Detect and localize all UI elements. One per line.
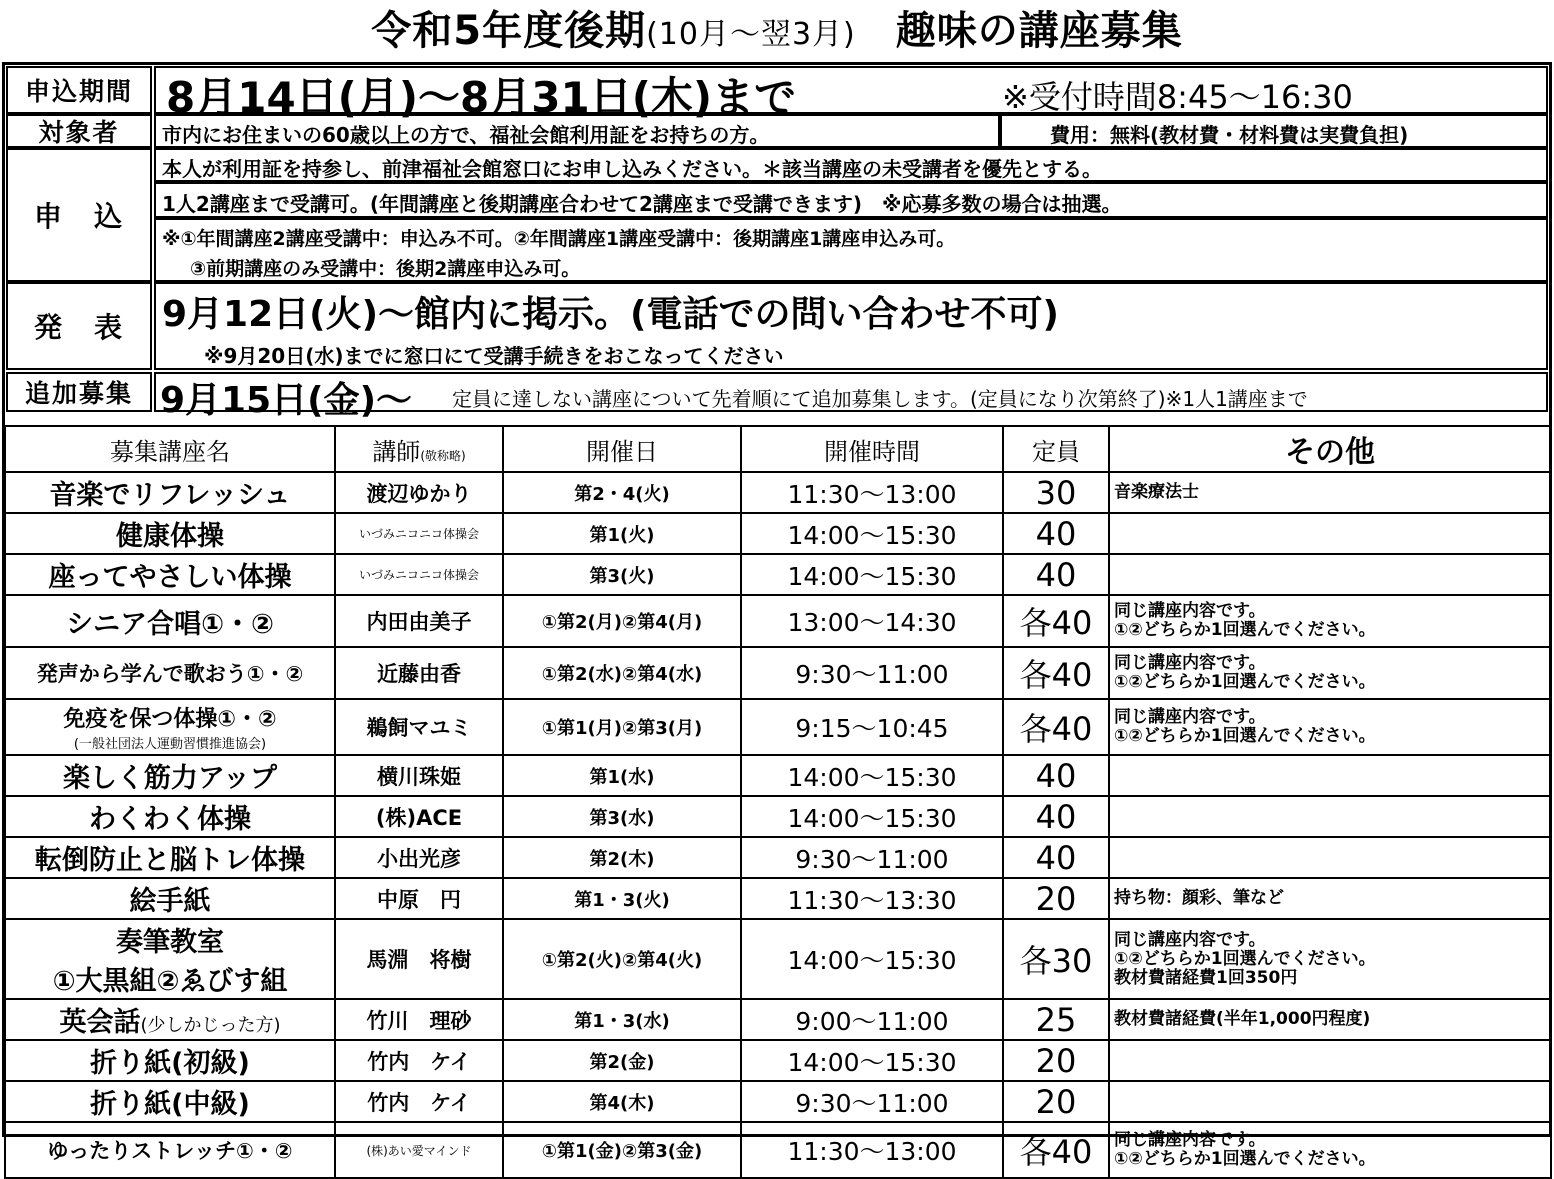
course-name: 健康体操 — [116, 521, 224, 552]
announce-note: ※9月20日(水)までに窓口にて受講手続きをおこなってください — [204, 344, 784, 368]
apply-line2-cell — [154, 182, 1548, 218]
table-row — [5, 796, 1551, 837]
apply-line2: 1人2講座まで受講可。(年間講座と後期講座合わせて2講座まで受講できます) ※応募多数の場合は抽選。 — [162, 192, 1122, 216]
course-name-sub: ①大黒組②ゑびす組 — [52, 966, 288, 997]
course-day: 第2(木) — [503, 837, 741, 878]
table-row — [5, 837, 1551, 878]
extra-date: 9月15日(金)～ — [160, 380, 413, 421]
course-note-line: ①②どちらか1回選んでください。 — [1114, 1149, 1376, 1169]
course-time: 9:00～11:00 — [741, 999, 1003, 1040]
course-day: 第2(金) — [503, 1040, 741, 1081]
reception-hours: ※受付時間8:45～16:30 — [1002, 78, 1353, 116]
page-title — [0, 0, 1554, 62]
table-row — [5, 513, 1551, 554]
apply-label: 申 込 — [6, 148, 152, 282]
course-name-cell — [5, 647, 335, 699]
course-notes — [1109, 513, 1551, 554]
course-name: 折り紙(中級) — [90, 1089, 250, 1120]
course-notes — [1109, 999, 1551, 1040]
course-time: 9:15～10:45 — [741, 699, 1003, 755]
course-name-cell — [5, 1081, 335, 1122]
course-time: 14:00～15:30 — [741, 796, 1003, 837]
header-day: 開催日 — [503, 426, 741, 472]
course-name: 楽しく筋力アップ — [62, 763, 278, 794]
course-name: シニア合唱①・② — [66, 608, 274, 640]
table-row — [5, 595, 1551, 647]
course-capacity: 30 — [1003, 472, 1109, 513]
course-note-line: 同じ講座内容です。 — [1114, 601, 1266, 621]
course-capacity: 各30 — [1003, 919, 1109, 999]
table-row — [5, 1122, 1551, 1178]
target-value: 市内にお住まいの60歳以上の方で、福祉会館利用証をお持ちの方。 — [162, 123, 770, 147]
target-label: 対象者 — [6, 114, 152, 148]
course-time: 14:00～15:30 — [741, 554, 1003, 595]
target-cell — [154, 114, 1000, 148]
course-capacity: 40 — [1003, 755, 1109, 796]
course-notes — [1109, 1081, 1551, 1122]
apply-line1-cell — [154, 148, 1548, 182]
course-time: 14:00～15:30 — [741, 755, 1003, 796]
course-name: 発声から学んで歌おう①・② — [36, 662, 304, 686]
course-note-line: ①②どちらか1回選んでください。 — [1114, 672, 1376, 692]
period-cell — [154, 66, 1548, 122]
apply-line3: ※①年間講座2講座受講中：申込み不可。②年間講座1講座受講中：後期講座1講座申込み可。 — [162, 228, 956, 250]
fee-value: 費用：無料(教材費・材料費は実費負担) — [1050, 123, 1409, 147]
course-day: 第4(木) — [503, 1081, 741, 1122]
course-capacity: 20 — [1003, 1040, 1109, 1081]
table-row — [5, 1040, 1551, 1081]
course-notes — [1109, 595, 1551, 647]
course-name-cell — [5, 919, 335, 999]
course-notes — [1109, 1122, 1551, 1178]
table-row — [5, 647, 1551, 699]
course-capacity: 各40 — [1003, 699, 1109, 755]
course-name: 奏筆教室 — [116, 927, 224, 958]
course-day: ①第2(水)②第4(水) — [503, 647, 741, 699]
course-note-line: ①②どちらか1回選んでください。 — [1114, 948, 1376, 969]
course-name: 絵手紙 — [129, 886, 211, 917]
course-capacity: 40 — [1003, 554, 1109, 595]
course-note-line: 同じ講座内容です。 — [1114, 653, 1266, 673]
course-notes — [1109, 472, 1551, 513]
course-name: ゆったりストレッチ①・② — [47, 1139, 293, 1163]
table-row — [5, 1081, 1551, 1122]
course-name-cell — [5, 554, 335, 595]
header-instructor-label: 講師 — [372, 437, 421, 466]
course-capacity: 各40 — [1003, 595, 1109, 647]
course-capacity: 20 — [1003, 878, 1109, 919]
header-other: その他 — [1109, 426, 1551, 472]
course-day: 第3(水) — [503, 796, 741, 837]
course-table — [4, 425, 1552, 1179]
table-row — [5, 699, 1551, 755]
instructor: 馬淵 将樹 — [335, 919, 503, 999]
course-name: 免疫を保つ体操①・② — [63, 707, 277, 732]
course-notes — [1109, 647, 1551, 699]
fee-cell — [1000, 114, 1548, 148]
course-name-cell — [5, 999, 335, 1040]
course-note-line: 同じ講座内容です。 — [1114, 1130, 1266, 1150]
course-note-line: ①②どちらか1回選んでください。 — [1114, 726, 1376, 746]
course-day: 第2・4(火) — [503, 472, 741, 513]
course-note-line: 教材費諸経費(半年1,000円程度) — [1114, 1009, 1371, 1029]
instructor: 近藤由香 — [335, 647, 503, 699]
table-header-row — [5, 426, 1551, 472]
header-capacity: 定員 — [1003, 426, 1109, 472]
course-day: 第1(水) — [503, 755, 741, 796]
course-name-cell — [5, 472, 335, 513]
course-time: 9:30～11:00 — [741, 1081, 1003, 1122]
course-notes — [1109, 837, 1551, 878]
instructor: 横川珠姫 — [335, 755, 503, 796]
course-name-cell — [5, 796, 335, 837]
course-name: 転倒防止と脳トレ体操 — [35, 845, 305, 876]
header-time: 開催時間 — [741, 426, 1003, 472]
header-instructor-note: (敬称略) — [420, 448, 466, 463]
course-name-cell — [5, 699, 335, 755]
course-notes — [1109, 554, 1551, 595]
course-time: 11:30～13:00 — [741, 1122, 1003, 1178]
period-value: 8月14日(月)～8月31日(木)まで — [166, 73, 797, 122]
course-note-line: 持ち物：顔彩、筆など — [1114, 888, 1284, 908]
instructor: いづみニコニコ体操会 — [335, 554, 503, 595]
table-row — [5, 755, 1551, 796]
course-name: 英会話 — [59, 1007, 141, 1038]
course-notes — [1109, 699, 1551, 755]
course-time: 14:00～15:30 — [741, 513, 1003, 554]
extra-cell — [154, 372, 1548, 421]
course-name-tag: (少しかじった方) — [140, 1015, 281, 1036]
table-row — [5, 919, 1551, 999]
course-time: 14:00～15:30 — [741, 1040, 1003, 1081]
course-day: 第3(火) — [503, 554, 741, 595]
course-capacity: 25 — [1003, 999, 1109, 1040]
course-notes — [1109, 878, 1551, 919]
course-notes — [1109, 796, 1551, 837]
table-row — [5, 878, 1551, 919]
course-time: 9:30～11:00 — [741, 837, 1003, 878]
course-note-line: 同じ講座内容です。 — [1114, 707, 1266, 727]
instructor: (株)ACE — [335, 796, 503, 837]
course-name: 折り紙(初級) — [90, 1048, 250, 1079]
course-name-cell — [5, 513, 335, 554]
instructor: 内田由美子 — [335, 595, 503, 647]
course-note-line: 教材費諸経費1回350円 — [1114, 967, 1298, 988]
course-name-cell — [5, 1040, 335, 1081]
announce-value: 9月12日(火)～館内に掲示。(電話での問い合わせ不可) — [162, 294, 1059, 335]
course-name: わくわく体操 — [89, 804, 251, 835]
extra-text: 定員に達しない講座について先着順にて追加募集します。(定員になり次第終了)※1人1講座まで — [452, 387, 1308, 411]
course-day: ①第2(月)②第4(月) — [503, 595, 741, 647]
course-name-cell — [5, 755, 335, 796]
header-instructor — [335, 426, 503, 472]
course-note-line: 音楽療法士 — [1114, 482, 1199, 502]
course-notes — [1109, 755, 1551, 796]
instructor: (株)あい愛マインド — [335, 1122, 503, 1178]
course-time: 13:00～14:30 — [741, 595, 1003, 647]
course-notes — [1109, 919, 1551, 999]
course-name-sub: (一般社団法人運動習慣推進協会) — [73, 737, 267, 752]
course-name-cell — [5, 595, 335, 647]
course-capacity: 40 — [1003, 837, 1109, 878]
course-day: 第1(火) — [503, 513, 741, 554]
course-time: 11:30～13:00 — [741, 472, 1003, 513]
course-day: 第1・3(火) — [503, 878, 741, 919]
course-name: 音楽でリフレッシュ — [49, 480, 291, 511]
course-capacity: 20 — [1003, 1081, 1109, 1122]
title-period: (10月～翌3月) — [646, 17, 856, 52]
apply-line4: ③前期講座のみ受講中：後期2講座申込み可。 — [190, 258, 581, 280]
course-day: ①第1(金)②第3(金) — [503, 1122, 741, 1178]
course-capacity: 40 — [1003, 796, 1109, 837]
course-day: ①第1(月)②第3(月) — [503, 699, 741, 755]
instructor: 竹内 ケイ — [335, 1081, 503, 1122]
title-main: 令和5年度後期 — [371, 8, 647, 54]
course-day: 第1・3(水) — [503, 999, 741, 1040]
course-name-cell — [5, 878, 335, 919]
course-notes — [1109, 1040, 1551, 1081]
title-topic: 趣味の講座募集 — [895, 8, 1183, 54]
announce-label: 発 表 — [6, 282, 152, 370]
apply-line3-cell — [154, 218, 1548, 282]
course-capacity: 40 — [1003, 513, 1109, 554]
course-note-line: 同じ講座内容です。 — [1114, 929, 1266, 950]
course-time: 9:30～11:00 — [741, 647, 1003, 699]
course-day: ①第2(火)②第4(火) — [503, 919, 741, 999]
instructor: 竹内 ケイ — [335, 1040, 503, 1081]
course-capacity: 各40 — [1003, 1122, 1109, 1178]
course-name: 座ってやさしい体操 — [48, 562, 292, 593]
instructor: 小出光彦 — [335, 837, 503, 878]
course-note-line: ①②どちらか1回選んでください。 — [1114, 620, 1376, 640]
instructor: 渡辺ゆかり — [335, 472, 503, 513]
apply-line1: 本人が利用証を持参し、前津福祉会館窓口にお申し込みください。＊該当講座の未受講者を優先とする。 — [162, 157, 1102, 181]
instructor: 鵜飼マユミ — [335, 699, 503, 755]
header-name: 募集講座名 — [5, 426, 335, 472]
instructor: いづみニコニコ体操会 — [335, 513, 503, 554]
course-time: 11:30～13:30 — [741, 878, 1003, 919]
extra-label: 追加募集 — [6, 372, 152, 412]
course-capacity: 各40 — [1003, 647, 1109, 699]
course-name-cell — [5, 1122, 335, 1178]
instructor: 竹川 理砂 — [335, 999, 503, 1040]
period-label: 申込期間 — [6, 66, 152, 114]
table-row — [5, 472, 1551, 513]
course-name-cell — [5, 837, 335, 878]
instructor: 中原 円 — [335, 878, 503, 919]
course-rows — [5, 472, 1551, 1178]
announce-cell — [154, 282, 1548, 370]
course-time: 14:00～15:30 — [741, 919, 1003, 999]
table-row — [5, 999, 1551, 1040]
table-row — [5, 554, 1551, 595]
